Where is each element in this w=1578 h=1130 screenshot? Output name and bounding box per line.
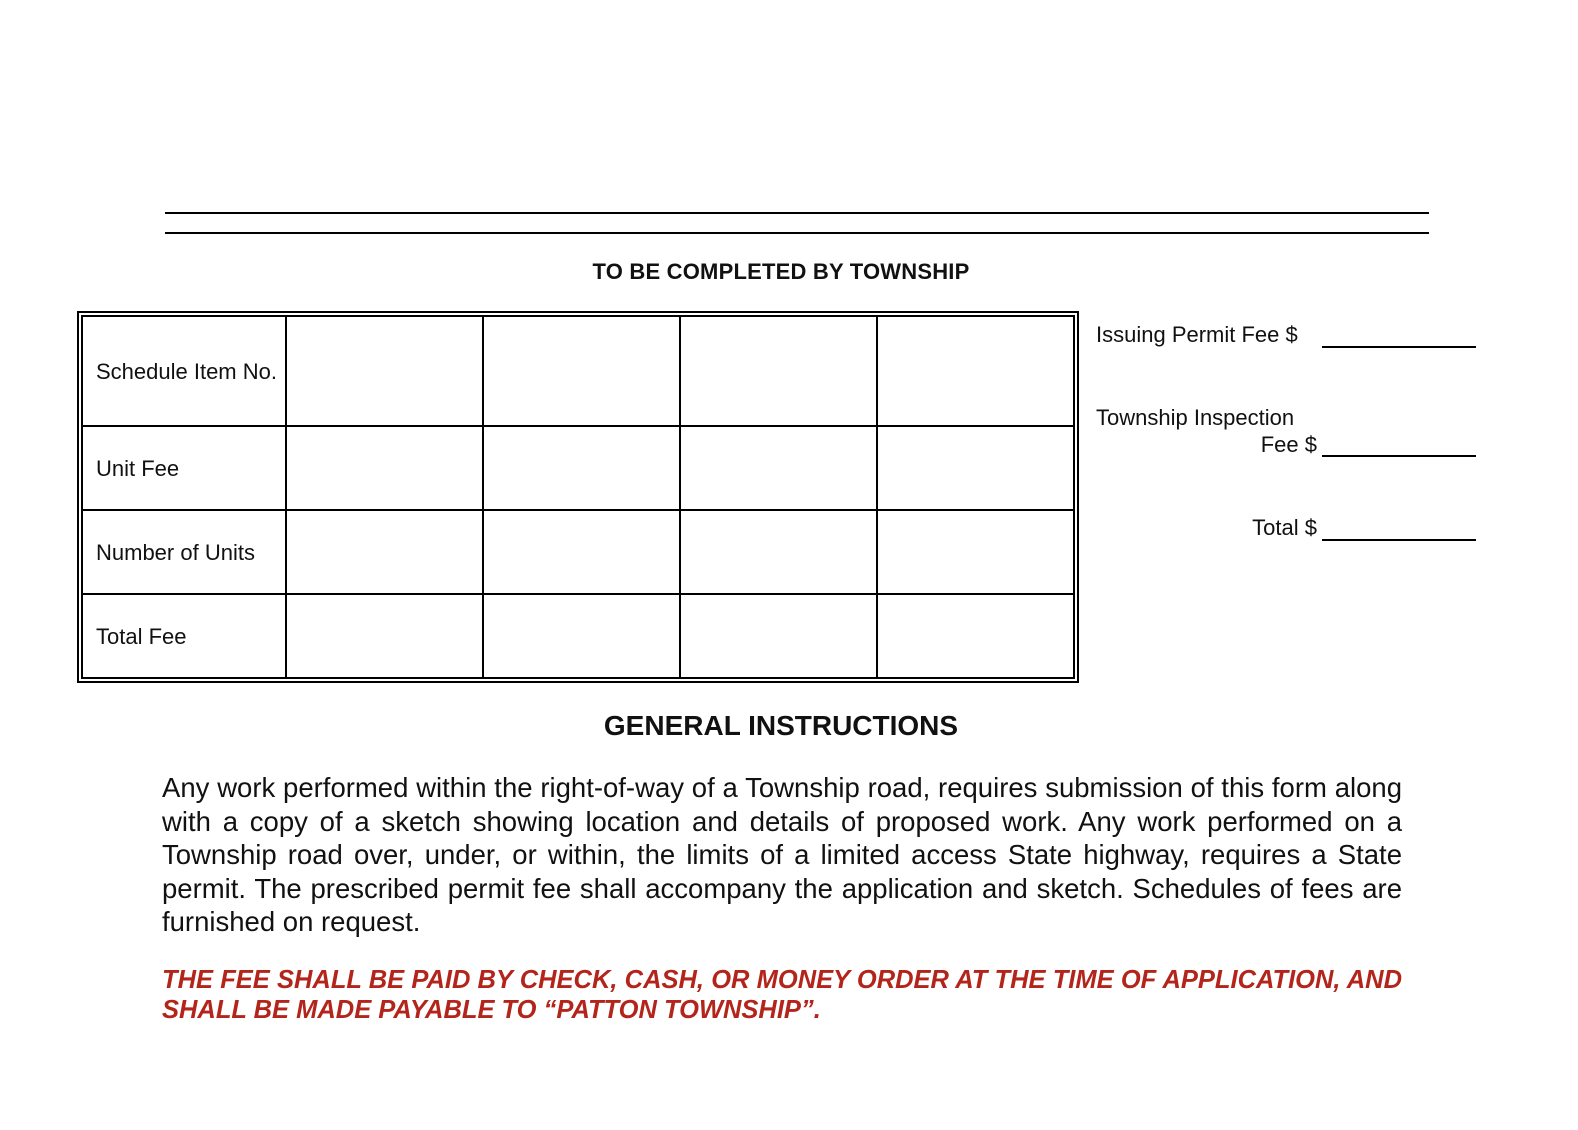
total-fee-cell-4[interactable] [877,594,1074,678]
units-cell-2[interactable] [483,510,680,594]
instructions-title [0,710,1578,742]
top-divider-line-second [165,232,1429,234]
total-fee-cell-3[interactable] [680,594,877,678]
total-label: Total $ [1252,515,1317,540]
units-cell-1[interactable] [286,510,483,594]
total-fee-cell-1[interactable] [286,594,483,678]
table-row-unit-fee [82,426,1074,510]
unit-fee-cell-4[interactable] [877,426,1074,510]
top-divider-line [165,212,1429,214]
schedule-item-cell-4[interactable] [877,316,1074,426]
row-label: Number of Units [82,510,286,594]
instructions-paragraph: Any work performed within the right-of-way of a Township road, requires submission of this form along with a copy of a sketch showing location and details of proposed work. Any work performed on a Township road over, under, or within, the limits of a limited access State highway, requires a State permit. The prescribed permit fee shall accompany the application and sketch. Schedules of fees are furnished on request. [162,772,1402,937]
township-inspection-label: Township Inspection [1096,405,1295,430]
instructions-title-text: GENERAL INSTRUCTIONS [603,710,959,741]
table-row-total-fee [82,594,1074,678]
section-title-text: TO BE COMPLETED BY TOWNSHIP [592,259,970,284]
schedule-item-cell-2[interactable] [483,316,680,426]
issuing-permit-fee-field[interactable] [1322,346,1476,348]
unit-fee-cell-1[interactable] [286,426,483,510]
issuing-permit-fee-label: Issuing Permit Fee $ [1096,322,1298,347]
units-cell-3[interactable] [680,510,877,594]
section-title [0,259,1578,285]
table-row-schedule-item [82,316,1074,426]
township-inspection-fee-label: Fee $ [1260,432,1317,457]
table-row-number-of-units [82,510,1074,594]
schedule-item-cell-3[interactable] [680,316,877,426]
fee-schedule-table [77,311,1079,683]
payment-note: THE FEE SHALL BE PAID BY CHECK, CASH, OR MONEY ORDER AT THE TIME OF APPLICATION, AND SHALL BE MADE PAYABLE TO “PATTON TOWNSHIP”. [162,966,1402,1024]
total-fee-cell-2[interactable] [483,594,680,678]
units-cell-4[interactable] [877,510,1074,594]
total-field[interactable] [1322,539,1476,541]
row-label: Schedule Item No. [82,316,286,426]
row-label: Total Fee [82,594,286,678]
schedule-item-cell-1[interactable] [286,316,483,426]
township-inspection-fee-field[interactable] [1322,455,1476,457]
unit-fee-cell-2[interactable] [483,426,680,510]
row-label: Unit Fee [82,426,286,510]
unit-fee-cell-3[interactable] [680,426,877,510]
